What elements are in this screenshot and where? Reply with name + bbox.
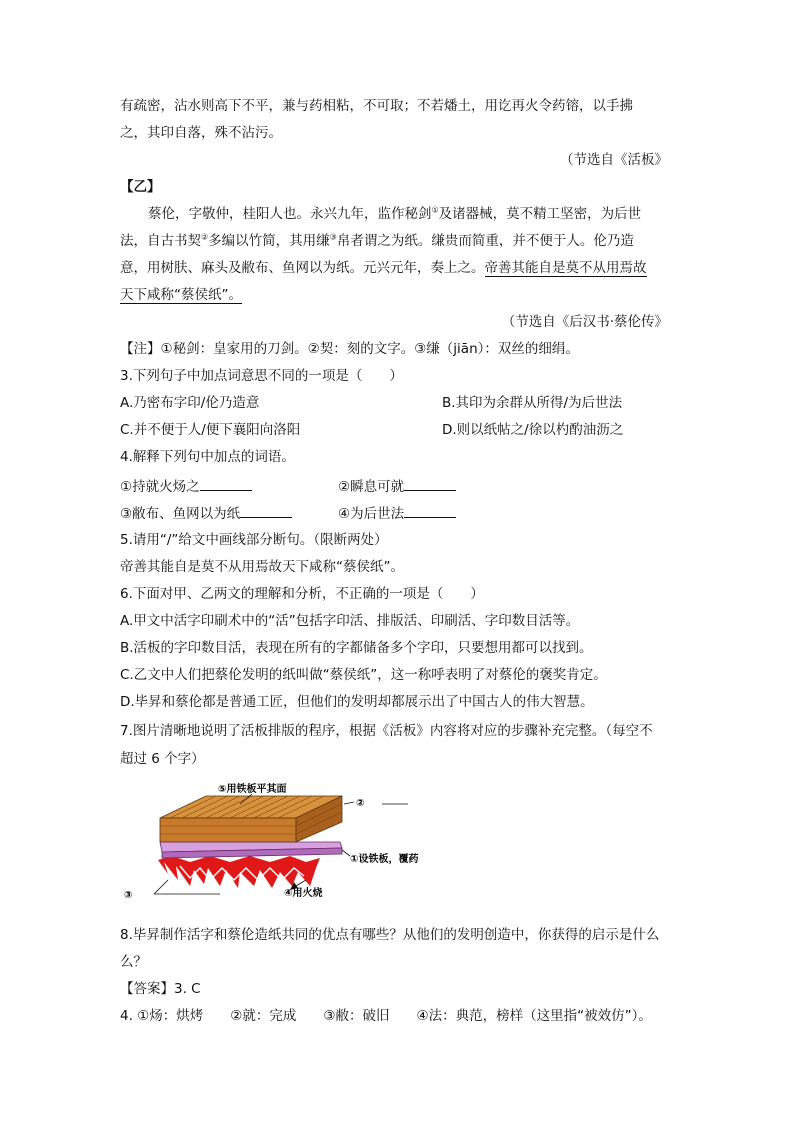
q6-option-c: C.乙文中人们把蔡伦发明的纸叫做“蔡侯纸”，这一称呼表明了对蔡伦的褒奖肯定。: [120, 667, 607, 683]
question-7-line-2: 超过 6 个字）: [120, 751, 205, 767]
text-span: 及诸器械，莫不精工坚密，为后世: [438, 206, 642, 222]
q5-text: 帝善其能自是莫不从用焉故天下咸称“蔡侯纸”。: [120, 559, 404, 575]
answer-blank[interactable]: [240, 504, 292, 518]
figure-label-3: ③: [124, 890, 133, 901]
iron-plate: [160, 842, 342, 858]
q4-item-4: [338, 504, 456, 523]
text-span: ②瞬息可就: [338, 479, 405, 495]
answer-header: 【答案】3. C: [120, 981, 201, 997]
leader-line: [342, 850, 350, 856]
question-8-line-1: 8.毕昇制作活字和蔡伦造纸共同的优点有哪些？从他们的发明创造中，你获得的启示是什么: [120, 927, 660, 943]
answer-blank[interactable]: [200, 477, 252, 491]
q6-option-d: D.毕昇和蔡伦都是普通工匠，但他们的发明却都展示出了中国古人的伟大智慧。: [120, 694, 594, 710]
q4-item-3: [120, 504, 292, 523]
answer-q4: 4. ①炀：烘烤 ②就：完成 ③敝：破旧 ④法：典范，榜样（这里指“被效仿”）。: [120, 1008, 652, 1024]
figure-label-5: ⑤用铁板平其面: [218, 784, 287, 795]
text-span: 法，自古书契: [120, 233, 201, 249]
passage-a-source: （节选自《活板》: [560, 152, 668, 168]
question-6: 6.下面对甲、乙两文的理解和分析，不正确的一项是（ ）: [120, 586, 484, 602]
passage-a-line-2: 之，其印自落，殊不沾污。: [120, 125, 282, 141]
type-block: [160, 796, 342, 842]
answer-blank[interactable]: [404, 477, 456, 491]
footnote-mark: ③: [329, 232, 337, 242]
passage-b-source: （节选自《后汉书·蔡伦传》: [501, 314, 668, 330]
text-span: ③敝布、鱼网以为纸: [120, 506, 241, 522]
passage-a-line-1: 有疏密，沾水则高下不平，兼与药相粘，不可取；不若燔土，用讫再火令药镕，以手拂: [120, 98, 633, 114]
underlined-text: 天下咸称“蔡侯纸”。: [120, 287, 242, 303]
figure-label-2: ②: [356, 798, 365, 809]
footnote-mark: ②: [201, 232, 209, 242]
underlined-text: 帝善其能自是莫不从用焉故: [484, 260, 647, 276]
q3-option-a: A.乃密布字印/伦乃造意: [120, 395, 260, 411]
text-span: 多编以竹简，其用缣: [208, 233, 330, 249]
question-4: 4.解释下列句中加点的词语。: [120, 449, 295, 465]
q4-item-1: [120, 477, 252, 496]
text-span: 帛者谓之为纸。缣贵而简重，并不便于人。伦乃造: [336, 233, 634, 249]
question-3: 3.下列句子中加点词意思不同的一项是（ ）: [120, 368, 403, 384]
q3-option-d: D.则以纸帖之/徐以杓酌油沥之: [442, 422, 624, 438]
passage-b-line-3: [120, 259, 647, 277]
passage-b-line-2: [120, 232, 634, 250]
fire-illustration: [158, 856, 320, 888]
text-span: ①持就火炀之: [120, 479, 200, 495]
q6-option-a: A.甲文中活字印刷术中的“活”包括字印活、排版活、印刷活、字印数目活等。: [120, 613, 580, 629]
footnote-mark: ①: [431, 205, 439, 215]
question-8-line-2: 么？: [120, 954, 147, 970]
figure-label-1: ①设铁板，覆药: [350, 854, 419, 865]
text-span: 蔡伦，字敬仲，桂阳人也。永兴九年，监作秘剑: [148, 206, 432, 222]
passage-b-line-1: [148, 205, 641, 223]
footnote: 【注】①秘剑：皇家用的刀剑。②契：刻的文字。③缣（jiān）：双丝的细绢。: [120, 341, 579, 357]
question-5: 5.请用“/”给文中画线部分断句。（限断两处）: [120, 532, 388, 548]
q4-item-2: [338, 477, 456, 496]
q6-option-b: B.活板的字印数目活，表现在所有的字都储备多个字印，只要想用都可以找到。: [120, 640, 593, 656]
text-span: 意，用树肤、麻头及敝布、鱼网以为纸。元兴元年，奏上之。: [120, 260, 485, 276]
q3-option-b: B.其印为余群从所得/为后世法: [442, 395, 623, 411]
figure-label-4: ④用火烧: [284, 888, 323, 899]
leader-line: [344, 802, 354, 804]
answer-blank[interactable]: [404, 504, 456, 518]
text-span: ④为后世法: [338, 506, 405, 522]
passage-b-line-4: [120, 286, 242, 304]
leader-line: [154, 880, 168, 894]
question-7-line-1: 7.图片清晰地说明了活板排版的程序，根据《活板》内容将对应的步骤补充完整。（每空不: [120, 723, 653, 739]
typesetting-figure: [120, 782, 480, 912]
passage-b-header: 【乙】: [120, 179, 161, 195]
q3-option-c: C.并不便于人/便下襄阳向洛阳: [120, 422, 301, 438]
